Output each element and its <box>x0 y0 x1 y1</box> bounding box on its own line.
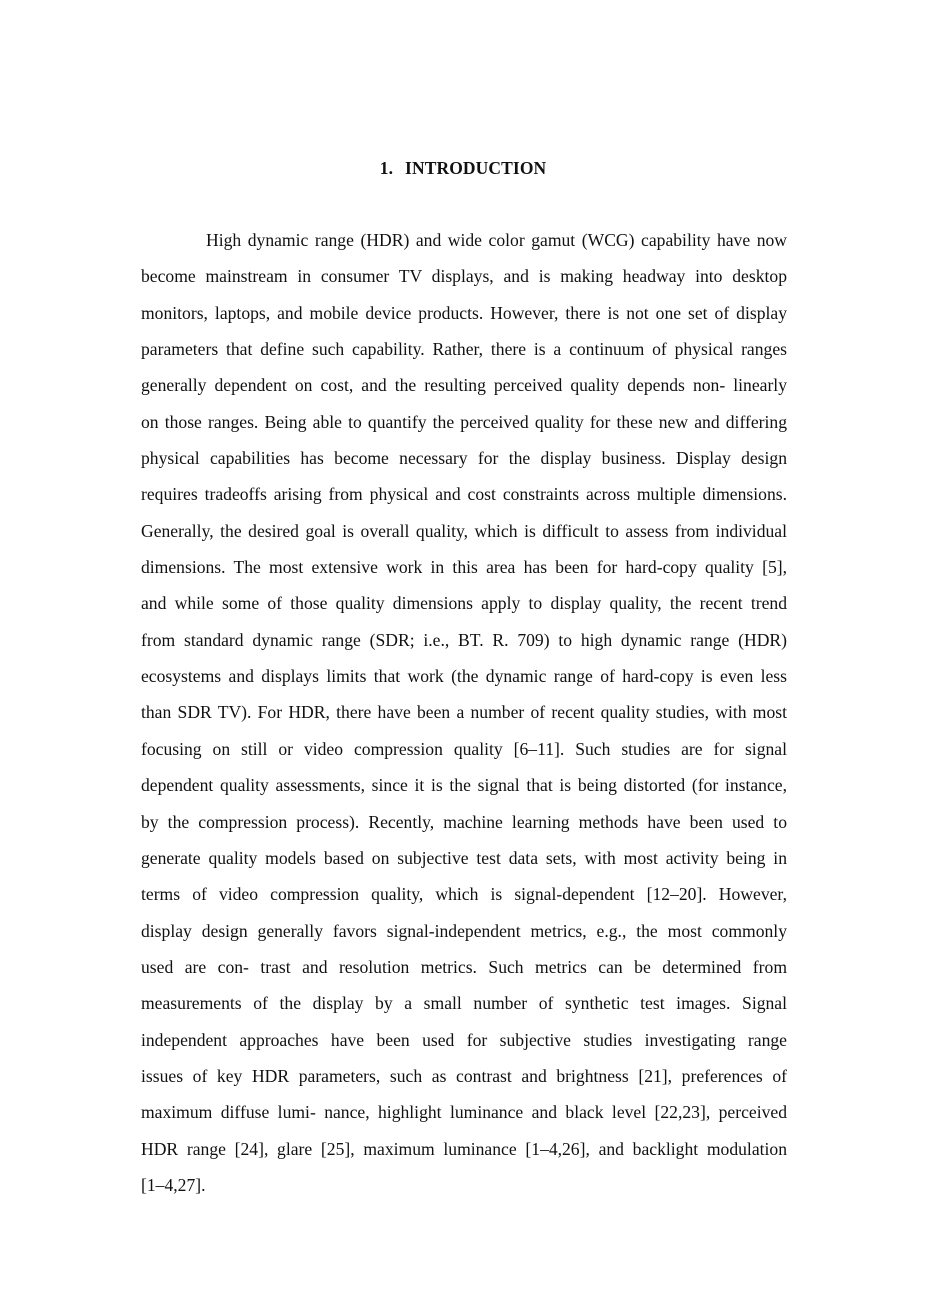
paragraph-line: used are con- trast and resolution metrics. Such metrics can be determined from <box>141 956 787 977</box>
paragraph-line: Generally, the desired goal is overall quality, which is difficult to assess from individual <box>141 520 787 541</box>
paragraph-line: issues of key HDR parameters, such as contrast and brightness [21], preferences of <box>141 1065 787 1086</box>
paragraph-line: focusing on still or video compression quality [6–11]. Such studies are for signal <box>141 738 787 759</box>
paragraph-line: generally dependent on cost, and the resulting perceived quality depends non- linearly <box>141 375 787 396</box>
paragraph-line: maximum diffuse lumi- nance, highlight luminance and black level [22,23], perceived <box>141 1102 787 1123</box>
paragraph-line: [1–4,27]. <box>141 1174 206 1195</box>
paragraph-line: independent approaches have been used for subjective studies investigating range <box>141 1029 787 1050</box>
paragraph-line: requires tradeoffs arising from physical and cost constraints across multiple dimensions. <box>141 484 787 505</box>
paragraph-line: HDR range [24], glare [25], maximum luminance [1–4,26], and backlight modulation <box>141 1138 787 1159</box>
paragraph-line: dimensions. The most extensive work in this area has been for hard-copy quality [5], <box>141 557 787 578</box>
paragraph-line: ecosystems and displays limits that work (the dynamic range of hard-copy is even less <box>141 666 787 687</box>
section-title: INTRODUCTION <box>405 158 547 178</box>
paragraph-line: dependent quality assessments, since it is the signal that is being distorted (for instance, <box>141 775 787 796</box>
paragraph-line: parameters that define such capability. Rather, there is a continuum of physical ranges <box>141 339 787 360</box>
paragraph-line: measurements of the display by a small number of synthetic test images. Signal <box>141 993 787 1014</box>
paragraph-line: by the compression process). Recently, machine learning methods have been used to <box>141 811 787 832</box>
section-number: 1. <box>379 158 394 178</box>
paragraph-line: High dynamic range (HDR) and wide color gamut (WCG) capability have now <box>206 230 787 250</box>
paragraph-line: terms of video compression quality, which is signal-dependent [12–20]. However, <box>141 884 787 905</box>
paragraph-line: physical capabilities has become necessary for the display business. Display design <box>141 448 787 469</box>
paragraph-line: and while some of those quality dimensions apply to display quality, the recent trend <box>141 593 787 614</box>
paragraph-line: monitors, laptops, and mobile device products. However, there is not one set of display <box>141 302 787 323</box>
paragraph-line: display design generally favors signal-independent metrics, e.g., the most commonly <box>141 920 787 941</box>
paragraph-line: become mainstream in consumer TV displays, and is making headway into desktop <box>141 266 787 287</box>
section-heading <box>0 156 926 180</box>
paragraph-line: from standard dynamic range (SDR; i.e., BT. R. 709) to high dynamic range (HDR) <box>141 629 787 650</box>
paragraph-line: than SDR TV). For HDR, there have been a number of recent quality studies, with most <box>141 702 787 723</box>
paragraph-line: on those ranges. Being able to quantify the perceived quality for these new and differing <box>141 411 787 432</box>
introduction-paragraph <box>141 228 787 1209</box>
paragraph-line: generate quality models based on subjective test data sets, with most activity being in <box>141 847 787 868</box>
